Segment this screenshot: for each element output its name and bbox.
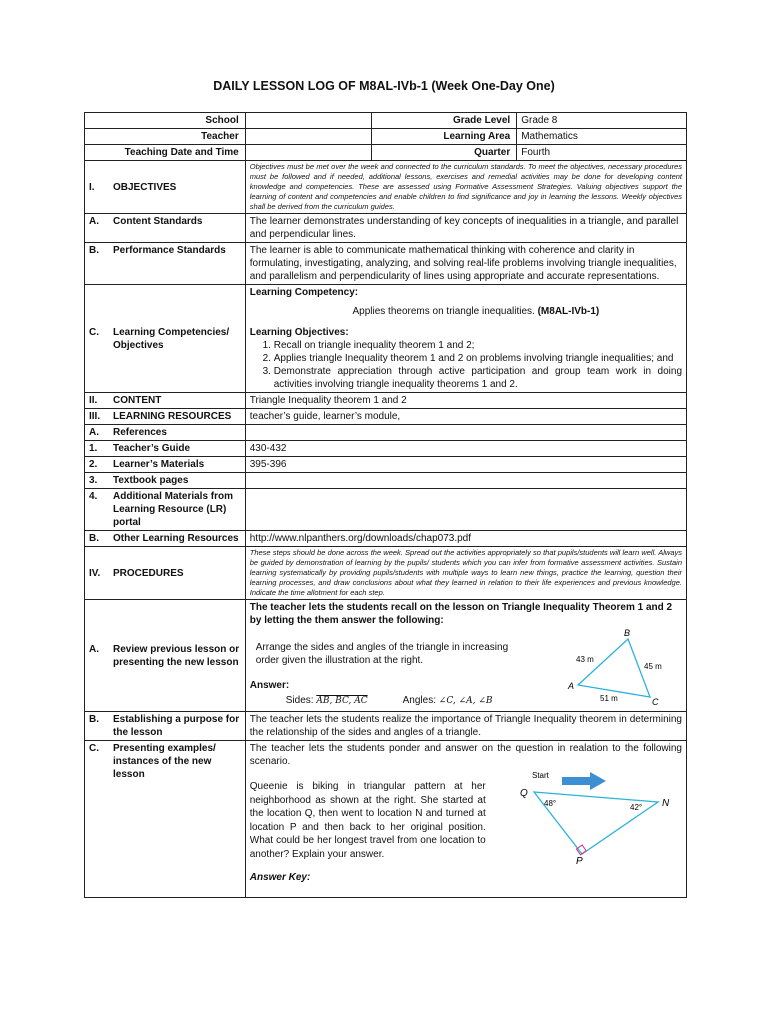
examples-scenario: Queenie is biking in triangular pattern at her neighborhood as shown at the right. She started at the location Q, then went to location N and turned at location P and then back to her original position. What could be her longest travel from one location to another? Explain your answer.	[249, 781, 486, 860]
additional-text	[245, 489, 686, 531]
textbook-pages	[245, 473, 686, 489]
angles-label: Angles:	[402, 695, 436, 706]
list-item: 3. Demonstrate appreciation through active participation and group team work in doing activities involving triangle inequality theorems 1 and 2.	[274, 365, 682, 391]
list-item: 2. Applies triangle Inequality theorem 1 and 2 on problems involving triangle inequalities; and	[274, 352, 682, 365]
start-arrow-icon	[562, 772, 606, 790]
vertex-q-label: Q	[520, 788, 528, 799]
textbook-row	[85, 473, 687, 489]
procedures-row	[85, 547, 687, 600]
competencies-num: C.	[89, 326, 99, 338]
other-resources-row	[85, 531, 687, 547]
triangle-abc-figure	[558, 627, 682, 707]
side-bc-length: 45 m	[644, 662, 662, 671]
performance-standards-text: The learner is able to communicate mathematical thinking with coherence and clarity in formulating, investigating, analyzing, and solving real-life problems involving triangle inequalities, and parallelism and perpendicularity of lines using appropriate and accurate representations.	[245, 243, 686, 285]
content-standards-label: Content Standards	[113, 216, 203, 227]
learning-area-label: Learning Area	[372, 129, 517, 145]
textbook-num: 3.	[89, 475, 98, 486]
review-task: Arrange the sides and angles of the triangle in increasing order given the illustration at the right.	[255, 642, 509, 666]
list-item: 1. Recall on triangle inequality theorem 1 and 2;	[274, 339, 682, 352]
additional-label: Additional Materials from Learning Resource (LR) portal	[113, 491, 234, 528]
competencies-row	[85, 285, 687, 393]
performance-standards-label: Performance Standards	[113, 245, 226, 256]
content-standards-row	[85, 214, 687, 243]
vertex-a-label: A	[568, 681, 575, 691]
textbook-label: Textbook pages	[113, 475, 189, 486]
lesson-log-table	[84, 112, 687, 898]
other-num: B.	[89, 533, 99, 544]
learners-materials-pages: 395-396	[245, 457, 686, 473]
review-num: A.	[89, 643, 99, 655]
document-title: DAILY LESSON LOG OF M8AL-IVb-1 (Week One-Day One)	[213, 79, 555, 93]
resources-text: teacher’s guide, learner’s module,	[245, 409, 686, 425]
review-label: Review previous lesson or presenting the new lesson	[113, 643, 240, 668]
resources-num: III.	[89, 411, 101, 422]
angle-n-label: 42°	[630, 803, 643, 812]
answer-key-label: Answer Key:	[249, 872, 311, 883]
examples-row	[85, 741, 687, 898]
vertex-c-label: C	[652, 697, 659, 707]
teaching-date-label: Teaching Date and Time	[85, 145, 246, 161]
teachers-guide-pages: 430-432	[245, 441, 686, 457]
performance-standards-num: B.	[89, 245, 99, 256]
content-standards-text: The learner demonstrates understanding of key concepts of inequalities in a triangle, and parallel and perpendicular lines.	[245, 214, 686, 243]
learners-materials-num: 2.	[89, 459, 98, 470]
learners-materials-row	[85, 457, 687, 473]
competency-code: (M8AL-IVb-1)	[537, 306, 600, 317]
objectives-num: I.	[89, 181, 95, 193]
angles-answer: ∠C, ∠A, ∠B	[438, 696, 493, 706]
content-label: CONTENT	[113, 395, 162, 406]
teachers-guide-num: 1.	[89, 443, 98, 454]
performance-standards-row	[85, 243, 687, 285]
objectives-note: Objectives must be met over the week and connected to the curriculum standards. To meet the objectives, necessary procedures must be followed and if needed, additional lessons, exercises and remedial activities may be done for developing content knowledge and competencies. These are assessed using Formative Assessment Strategies. Valuing objectives support the learning of content and competencies and enable children to find significance and joy in learning the lessons. Weekly objectives shall be derived from the curriculum guides.	[245, 161, 686, 214]
purpose-row	[85, 712, 687, 741]
learning-area-value: Mathematics	[517, 129, 687, 145]
competency-text: Applies theorems on triangle inequalities.	[352, 306, 535, 317]
additional-materials-row	[85, 489, 687, 531]
objectives-row	[85, 161, 687, 214]
purpose-text: The teacher lets the students realize the importance of Triangle Inequality theorem in determining the relationship of the sides and angles of a triangle.	[245, 712, 686, 741]
vertex-b-label: B	[624, 628, 631, 638]
biking-triangle-figure	[512, 768, 682, 864]
procedures-label: PROCEDURES	[113, 567, 184, 579]
content-num: II.	[89, 395, 98, 406]
objectives-label: OBJECTIVES	[113, 181, 177, 193]
competencies-label: Learning Competencies/ Objectives	[113, 326, 230, 351]
vertex-p-label: P	[576, 856, 583, 864]
examples-num: C.	[89, 743, 99, 754]
content-text: Triangle Inequality theorem 1 and 2	[245, 393, 686, 409]
references-label: References	[113, 427, 167, 438]
school-label: School	[85, 113, 246, 129]
other-resources-link[interactable]: http://www.nlpanthers.org/downloads/chap073.pdf	[245, 531, 686, 547]
vertex-n-label: N	[662, 798, 670, 809]
start-label: Start	[532, 771, 549, 780]
side-ac-length: 51 m	[600, 694, 618, 703]
references-row	[85, 425, 687, 441]
additional-num: 4.	[89, 491, 98, 502]
purpose-label: Establishing a purpose for the lesson	[113, 714, 240, 738]
triangle-abc-shape	[578, 639, 650, 697]
procedures-num: IV.	[89, 567, 101, 579]
teachers-guide-row	[85, 441, 687, 457]
sides-answer: AB, BC, AC	[316, 696, 368, 706]
sides-label: Sides:	[285, 695, 314, 706]
quarter-label: Quarter	[372, 145, 517, 161]
resources-label: LEARNING RESOURCES	[113, 411, 232, 422]
teacher-label: Teacher	[85, 129, 246, 145]
side-ab-length: 43 m	[576, 655, 594, 664]
other-label: Other Learning Resources	[113, 533, 239, 544]
learning-objectives-list	[250, 339, 682, 391]
quarter-value: Fourth	[517, 145, 687, 161]
teachers-guide-label: Teacher’s Guide	[113, 443, 191, 454]
competency-heading: Learning Competency:	[249, 287, 359, 298]
learners-materials-label: Learner’s Materials	[113, 459, 205, 470]
content-row	[85, 393, 687, 409]
review-row	[85, 600, 687, 712]
learning-objectives-heading: Learning Objectives:	[249, 327, 349, 338]
answer-label: Answer:	[249, 680, 290, 691]
angle-q-label: 48°	[544, 799, 557, 808]
examples-label: Presenting examples/ instances of the new lesson	[113, 743, 216, 780]
teacher-value	[245, 129, 372, 145]
review-intro: The teacher lets the students recall on the lesson on Triangle Inequality Theorem 1 and 2 by letting the them answer the following:	[249, 602, 673, 626]
content-standards-num: A.	[89, 216, 99, 227]
examples-intro: The teacher lets the students ponder and answer on the question in realation to the following scenario.	[249, 743, 682, 767]
grade-level-value: Grade 8	[517, 113, 687, 129]
resources-row	[85, 409, 687, 425]
school-value	[245, 113, 372, 129]
references-num: A.	[89, 427, 99, 438]
grade-level-label: Grade Level	[372, 113, 517, 129]
procedures-note: These steps should be done across the week. Spread out the activities appropriately so that pupils/students will learn well. Always be guided by demonstration of learning by the pupils/ students which you can infer from formative assessment activities. Sustain learning systematically by providing pupils/students with multiple ways to learn new things, practice the learning, question their learning processes, and draw conclusions about what they learned in relation to their life experiences and previous knowledge. Indicate the time allotment for each step.	[245, 547, 686, 600]
purpose-num: B.	[89, 714, 99, 725]
teaching-date-value	[245, 145, 372, 161]
